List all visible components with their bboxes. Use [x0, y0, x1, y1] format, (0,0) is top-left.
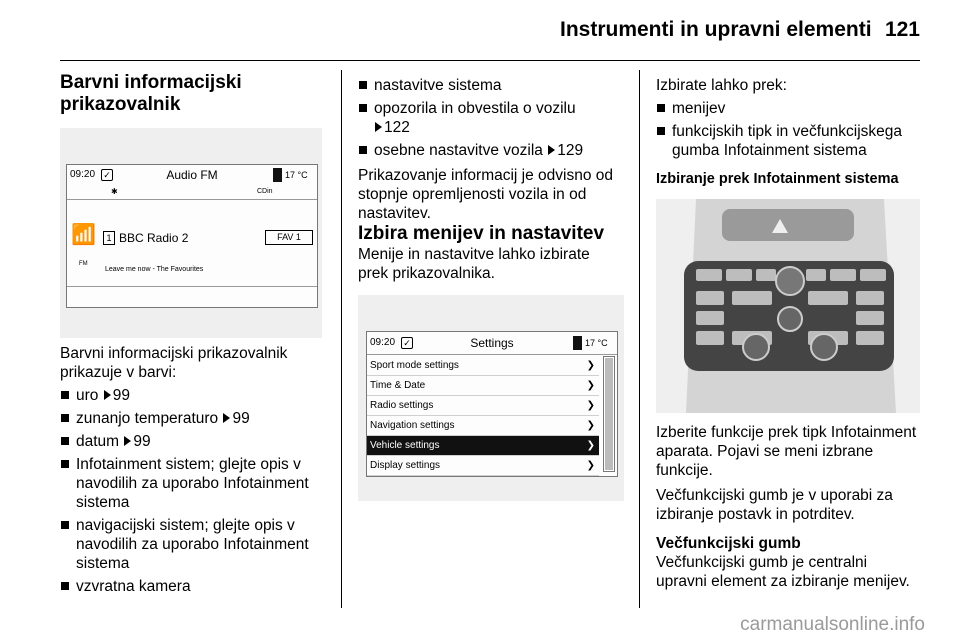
list-item: navigacijski sistem; glejte opis v navodilih za uporabo Infotainment sistema — [60, 516, 322, 573]
cdin-label: CDin — [257, 188, 273, 195]
paragraph: Večfunkcijski gumb je v uporabi za izbiranje postavk in potrditev. — [656, 487, 893, 523]
settings-display-figure — [358, 295, 624, 501]
list-item: opozorila in obvestila o vozilu 122 — [358, 99, 624, 137]
list-item: zunanjo temperaturo 99 — [60, 409, 322, 428]
header-rule — [60, 60, 920, 61]
menu-item-radio[interactable]: Radio settings ❯ — [367, 396, 599, 416]
settings-menu — [367, 356, 599, 476]
settings-screen — [366, 331, 618, 477]
chevron-right-icon: ❯ — [586, 460, 595, 471]
list-item: menijev — [656, 99, 920, 118]
check-icon: ✓ — [101, 169, 113, 181]
paragraph: Večfunkcijski gumb je centralni upravni element za izbiranje menijev. — [656, 554, 910, 590]
page-ref[interactable]: 129 — [557, 142, 584, 159]
menu-item-display[interactable]: Display settings ❯ — [367, 456, 599, 476]
check-icon: ✓ — [401, 337, 413, 349]
list-item: osebne nastavitve vozila 129 — [358, 141, 624, 160]
intro-text: Izbirate lahko prek: — [656, 77, 787, 94]
infotainment-console-figure — [656, 199, 920, 413]
scroll-thumb[interactable] — [605, 358, 613, 470]
screen-footer — [67, 286, 317, 307]
section-heading-menu: Izbira menijev in nastavitev — [358, 223, 605, 244]
ref-arrow-icon — [223, 413, 230, 423]
selection-methods-list — [656, 99, 920, 160]
column-divider-left — [341, 70, 342, 608]
list-item: funkcijskih tipk in večfunkcijskega gumba Infotainment sistema — [656, 122, 920, 160]
chevron-right-icon: ❯ — [586, 400, 595, 411]
column-2 — [358, 76, 624, 501]
subheading: Večfunkcijski gumb — [656, 535, 801, 552]
fav-button[interactable]: FAV 1 — [265, 230, 313, 245]
menu-scrollbar[interactable] — [603, 356, 615, 472]
clock-label: 09:20 — [70, 169, 96, 180]
clock-label: 09:20 — [370, 337, 396, 348]
ref-arrow-icon — [124, 436, 131, 446]
list-item: nastavitve sistema — [358, 76, 624, 95]
page-ref[interactable]: 99 — [112, 387, 130, 404]
menu-item-time-date[interactable]: Time & Date ❯ — [367, 376, 599, 396]
temperature-label: 17 °C — [585, 338, 608, 348]
audio-display-figure — [60, 128, 322, 338]
watermark: carmanualsonline.info — [740, 614, 925, 635]
chevron-right-icon: ❯ — [586, 440, 595, 451]
page-number: 121 — [884, 18, 920, 41]
display-items-list — [60, 386, 322, 596]
bluetooth-icon: ✱ — [111, 187, 118, 196]
band-label: FM — [79, 261, 88, 267]
page-ref[interactable]: 122 — [384, 119, 410, 136]
menu-item-navigation[interactable]: Navigation settings ❯ — [367, 416, 599, 436]
paragraph: Prikazovanje informacij je odvisno od stopnje opremljenosti vozila in od nastavitev. — [358, 167, 614, 222]
paragraph: Menije in nastavitve lahko izbirate prek prikazovalnika. — [358, 246, 590, 282]
ref-arrow-icon — [104, 390, 111, 400]
chevron-right-icon: ❯ — [586, 360, 595, 371]
menu-item-sport-mode[interactable]: Sport mode settings ❯ — [367, 356, 599, 376]
page-ref[interactable]: 99 — [232, 410, 250, 427]
console-illustration — [656, 199, 920, 413]
settings-title: Settings — [470, 336, 514, 350]
station-name: BBC Radio 2 — [119, 231, 189, 245]
column-3 — [656, 76, 920, 591]
list-item: Infotainment sistem; glejte opis v navodilih za uporabo Infotainment sistema — [60, 455, 322, 512]
ref-arrow-icon — [375, 122, 382, 132]
page-header-title: Instrumenti in upravni elementi — [560, 18, 872, 41]
temperature-icon — [273, 168, 282, 182]
section-heading-display: Barvni informacijski prikazovalnik — [60, 72, 242, 115]
list-item: datum 99 — [60, 432, 322, 451]
subheading: Izbiranje prek Infotainment sistema — [656, 171, 899, 187]
song-label: Leave me now - The Favourites — [105, 266, 204, 273]
ref-arrow-icon — [548, 145, 555, 155]
audio-title: Audio FM — [166, 168, 218, 182]
temperature-icon — [573, 336, 582, 350]
audio-screen — [66, 164, 318, 308]
preset-number: 1 — [103, 231, 115, 245]
chevron-right-icon: ❯ — [586, 380, 595, 391]
chevron-right-icon: ❯ — [586, 420, 595, 431]
column-1 — [60, 72, 322, 596]
list-item: uro 99 — [60, 386, 322, 405]
intro-text: Barvni informacijski prikazovalnik prikazuje v barvi: — [60, 345, 288, 381]
column-divider-right — [639, 70, 640, 608]
temperature-label: 17 °C — [285, 170, 308, 180]
display-items-list-cont — [358, 76, 624, 160]
menu-item-vehicle[interactable]: Vehicle settings ❯ — [367, 436, 599, 456]
list-item: vzvratna kamera — [60, 577, 322, 596]
signal-icon: 📶 — [71, 224, 96, 246]
page-ref[interactable]: 99 — [133, 433, 151, 450]
paragraph: Izberite funkcije prek tipk Infotainment aparata. Pojavi se meni izbrane funkcije. — [656, 424, 917, 479]
